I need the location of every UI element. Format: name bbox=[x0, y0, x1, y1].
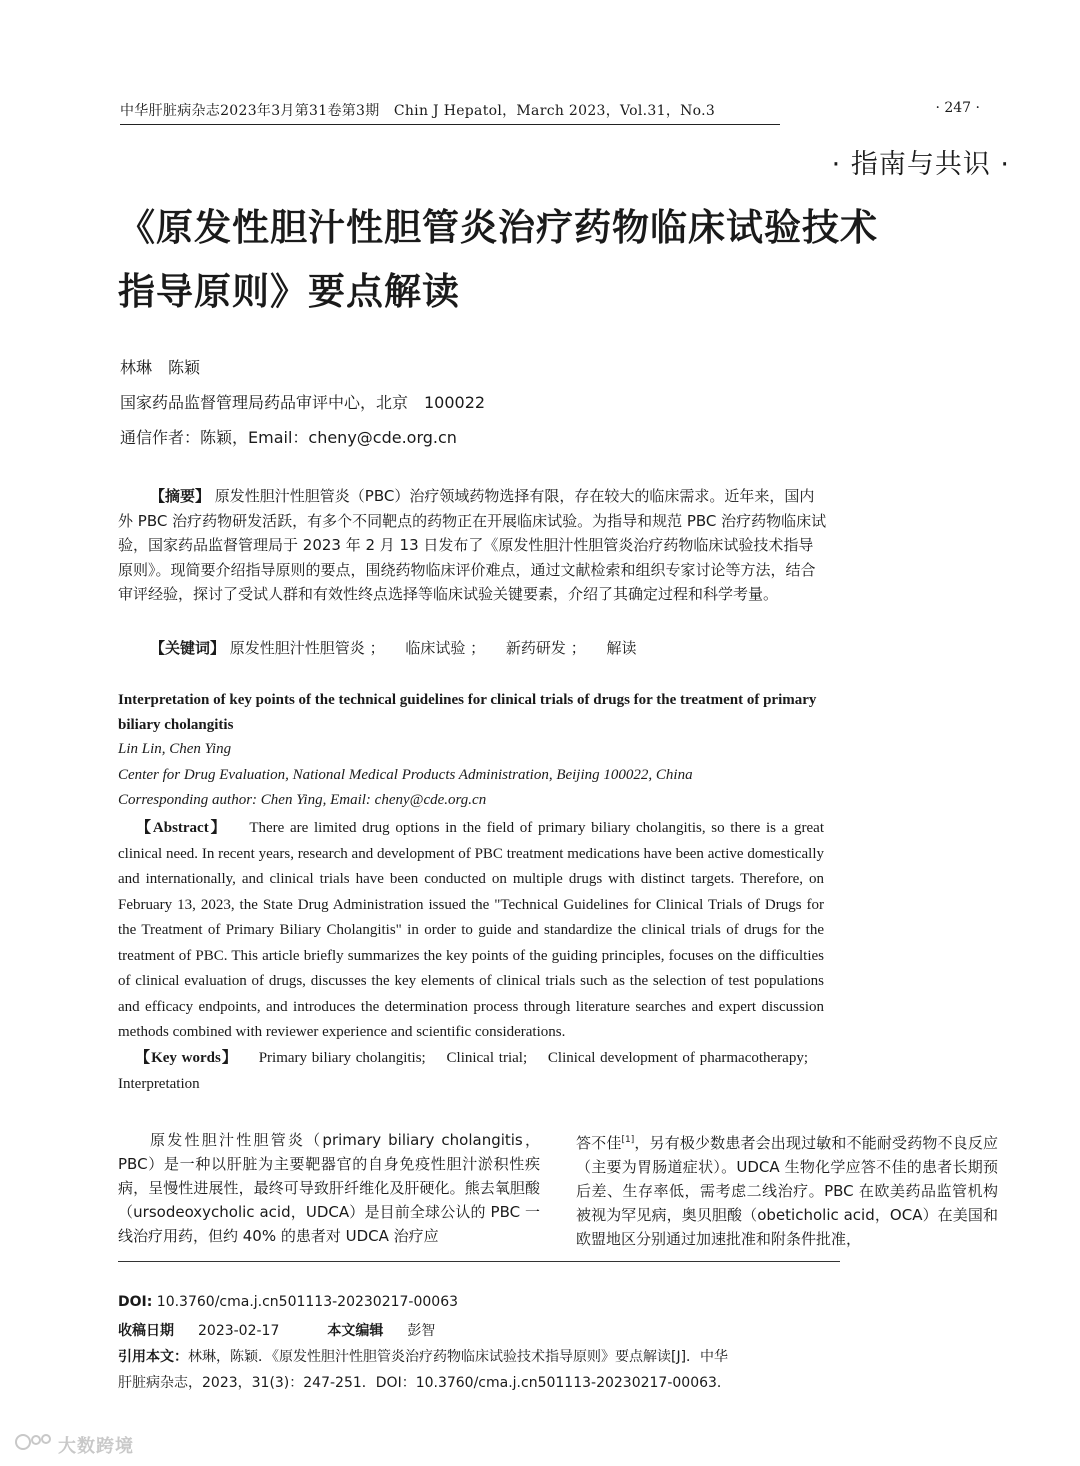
citation-line-2: 肝脏病杂志，2023，31(3)：247-251．DOI：10.3760/cma.j.cn501113-20230217-00063． bbox=[118, 1375, 731, 1391]
authors: 林琳 陈颖 bbox=[120, 358, 201, 377]
cite-text-1: 林琳，陈颖．《原发性胆汁性胆管炎治疗药物临床试验技术指导原则》要点解读[J]．中华 bbox=[188, 1349, 729, 1365]
keyword-cn-item: 临床试验 ； bbox=[405, 639, 486, 657]
page-number: · 247 · bbox=[935, 100, 980, 116]
section-label: · 指南与共识 · bbox=[831, 149, 1010, 180]
english-affiliation: Center for Drug Evaluation, National Medical Products Administration, Beijing 100022, China bbox=[118, 767, 693, 783]
affiliation: 国家药品监督管理局药品审评中心，北京 100022 bbox=[120, 393, 486, 412]
keywords-en-label: 【Key words】 bbox=[134, 1050, 238, 1066]
watermark-text: 大数跨境 bbox=[58, 1436, 134, 1457]
english-title: Interpretation of key points of the technical guidelines for clinical trials of drugs for the treatment of primary biliary cholangitis bbox=[118, 692, 817, 733]
doi-label: DOI: bbox=[118, 1294, 153, 1310]
cite-label: 引用本文： bbox=[118, 1349, 188, 1365]
footnote-divider bbox=[118, 1261, 840, 1262]
received-date: 2023-02-17 bbox=[198, 1323, 280, 1339]
citation-line-1 bbox=[118, 1346, 848, 1366]
english-corresponding: Corresponding author: Chen Ying, Email: cheny@cde.org.cn bbox=[118, 792, 487, 808]
abstract-cn-label: 【摘要】 bbox=[150, 487, 211, 505]
article-title bbox=[118, 196, 978, 324]
keywords-en bbox=[118, 1046, 824, 1097]
keyword-cn-item: 解读 bbox=[606, 639, 637, 657]
watermark bbox=[14, 1432, 134, 1458]
corresponding-author: 通信作者：陈颖，Email：cheny@cde.org.cn bbox=[120, 428, 457, 447]
body-right-rest: ，另有极少数患者会出现过敏和不能耐受药物不良反应（主要为胃肠道症状）。UDCA 生物化学应答不佳的患者长期预后差、生存率低，需考虑二线治疗。PBC 在欧美药品监管机构被视为罕见病，奥贝胆酸（obeticholic acid，OCA）在美国和欧盟地区分别通过加速批准和附条件批准， bbox=[576, 1134, 998, 1248]
keyword-en-item: Interpretation bbox=[118, 1075, 200, 1092]
body-column-right bbox=[576, 1128, 998, 1251]
keyword-en-item: Clinical development of pharmacotherapy; bbox=[547, 1050, 808, 1066]
abstract-en bbox=[118, 816, 824, 1046]
keyword-en-item: Primary biliary cholangitis; bbox=[258, 1050, 426, 1066]
keyword-en-item: Clinical trial; bbox=[446, 1050, 528, 1066]
article-title-line-2: 指导原则》要点解读 bbox=[118, 270, 460, 313]
journal-header: 中华肝脏病杂志2023年3月第31卷第3期 Chin J Hepatol，March 2023，Vol.31，No.3 bbox=[120, 100, 780, 125]
body-column-left: 原发性胆汁性胆管炎（primary biliary cholangitis，PBC）是一种以肝脏为主要靶器官的自身免疫性胆汁淤积性疾病，呈慢性进展性，最终可导致肝纤维化及肝硬化。熊去氧胆酸（ursodeoxycholic acid，UDCA）是目前全球公认的 PBC 一线治疗用药，但约 40% 的患者对 UDCA 治疗应 bbox=[118, 1131, 540, 1245]
received-label: 收稿日期 bbox=[118, 1323, 174, 1339]
citation-ref[interactable]: [1] bbox=[621, 1135, 635, 1145]
keywords-cn bbox=[118, 636, 828, 661]
kc-logo-icon bbox=[14, 1432, 54, 1457]
keywords-cn-label: 【关键词】 bbox=[150, 639, 226, 657]
abstract-en-text: There are limited drug options in the field of primary biliary cholangitis, so there is a great clinical need. In recent years, research and development of PBC treatment medications have been active domestically and internationally, and clinical trials have been conducted on multiple drugs with distinct targets. Therefore, on February 13, 2023, the State Drug Administration issued the "Technical Guidelines for Clinical Trials of Drugs for the Treatment of Primary Biliary Cholangitis" in order to guide and standardize the clinical trials of drugs for the treatment of PBC. This article briefly summarizes the key points of the guiding principles, focuses on the difficulties of clinical evaluation of drugs, discusses the key elements of clinical trials such as the selection of test populations and efficacy endpoints, and introduces the determination process through literature searches and expert discussion methods combined with reviewer experience and scientific considerations. bbox=[118, 820, 825, 1040]
english-authors: Lin Lin, Chen Ying bbox=[118, 741, 232, 757]
editor-name: 彭智 bbox=[407, 1323, 436, 1339]
received-line bbox=[118, 1320, 848, 1340]
abstract-cn bbox=[118, 484, 828, 607]
abstract-cn-text: 原发性胆汁性胆管炎（PBC）治疗领域药物选择有限，存在较大的临床需求。近年来，国内外 PBC 治疗药物研发活跃，有多个不同靶点的药物正在开展临床试验。为指导和规范 PBC 治疗药物临床试验，国家药品监督管理局于 2023 年 2 月 13 日发布了《原发性胆汁性胆管炎治疗药物临床试验技术指导原则》。现简要介绍指导原则的要点，围绕药物临床评价难点，通过文献检索和组织专家讨论等方法，结合审评经验，探讨了受试人群和有效性终点选择等临床试验关键要素，介绍了其确定过程和科学考量。 bbox=[118, 487, 827, 603]
doi-value[interactable]: 10.3760/cma.j.cn501113-20230217-00063 bbox=[152, 1294, 459, 1310]
body-right-start: 答不佳 bbox=[576, 1134, 622, 1152]
keyword-cn-item: 原发性胆汁性胆管炎 ； bbox=[229, 639, 385, 657]
editor-label: 本文编辑 bbox=[327, 1323, 384, 1339]
article-title-line-1: 《原发性胆汁性胆管炎治疗药物临床试验技术 bbox=[118, 206, 878, 249]
abstract-en-label: 【Abstract】 bbox=[134, 820, 228, 836]
doi-line bbox=[118, 1294, 848, 1310]
keyword-cn-item: 新药研发 ； bbox=[505, 639, 586, 657]
